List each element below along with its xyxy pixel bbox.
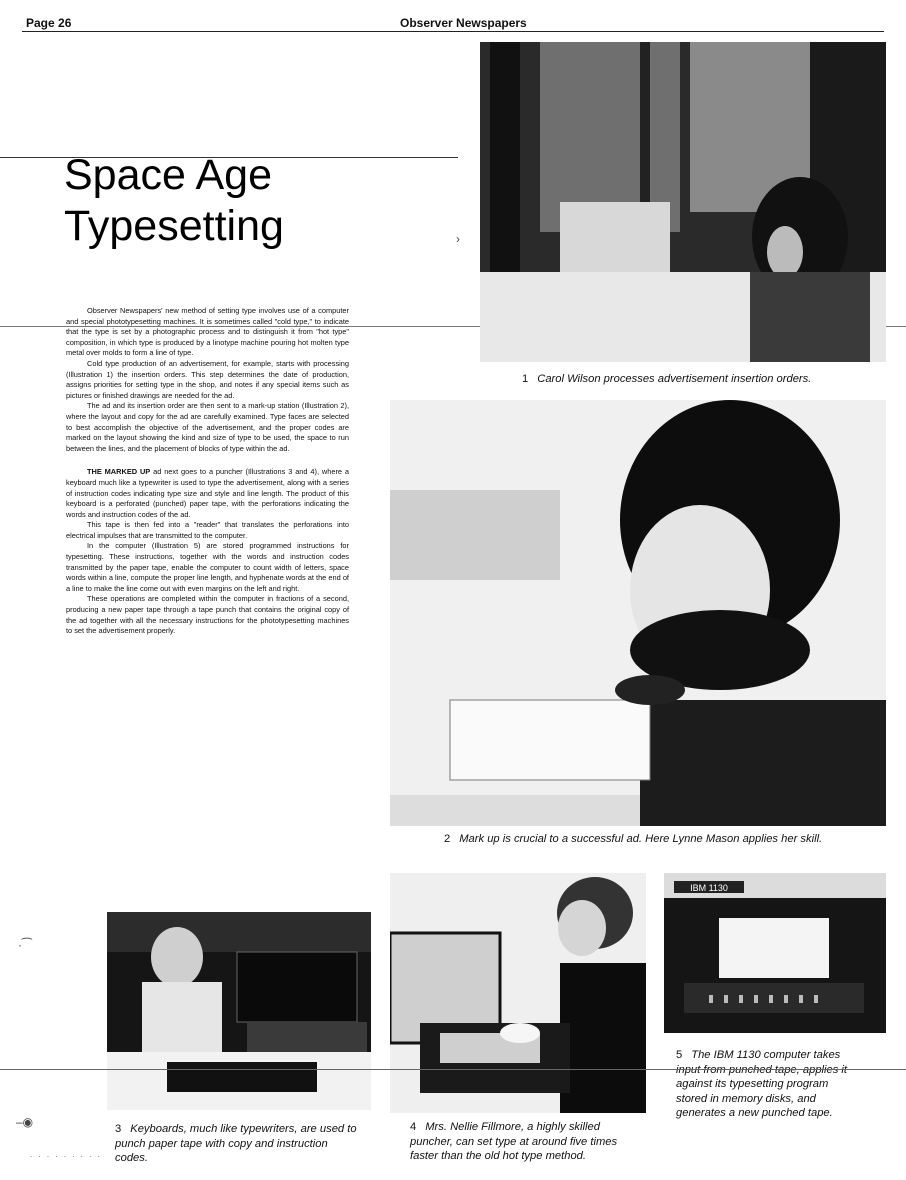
caption-text: The IBM 1130 computer takes against its typesetting program stored in memory disks, and generates a new punched tape. bbox=[676, 1049, 841, 1120]
caption-number: 1 bbox=[522, 373, 529, 385]
photo-4 bbox=[390, 873, 646, 1113]
page-title bbox=[64, 150, 424, 252]
caption-text: Mark up is crucial to a successful ad. Here Lynne Mason applies her skill. bbox=[459, 833, 823, 845]
caption-number: 3 bbox=[115, 1123, 122, 1135]
caption-2 bbox=[444, 832, 884, 847]
caption-3 bbox=[115, 1122, 357, 1166]
caption-number: 2 bbox=[444, 833, 451, 845]
body-paragraph: This tape is then fed into a "reader" that translates the perforations into electrical impulses that are transmitted to the computer. bbox=[66, 520, 349, 540]
caption-1 bbox=[522, 372, 882, 387]
caption-text: Mrs. Nellie Fillmore, a highly skilled puncher, can set type at around five times faster than the old hot type method. bbox=[410, 1121, 618, 1163]
photo-5 bbox=[664, 873, 886, 1033]
photo-2 bbox=[390, 400, 886, 826]
paste-up-rule bbox=[0, 1069, 906, 1070]
caption-text: Keyboards, much like typewriters, are used to punch paper tape with copy and instruction codes. bbox=[115, 1123, 357, 1165]
body-paragraph-subhead bbox=[66, 467, 349, 520]
photo-1 bbox=[480, 42, 886, 362]
article-body bbox=[66, 306, 349, 637]
caption-text: Carol Wilson processes advertisement insertion orders. bbox=[537, 373, 812, 385]
body-paragraph: In the computer (Illustration 5) are stored programmed instructions for typesetting. These instructions, together with the words and instruction codes transmitted by the paper tape, enable the computer to count width of letters, space words within a line, compute the proper line length, and hyphenate words at the end of a line to make the line come out with even margins on the left and right. bbox=[66, 541, 349, 593]
body-paragraph: Observer Newspapers' new method of setting type involves use of a computer and special phototypesetting machines. It is sometimes called "cold type," to indicate that the type is set by a photographic process and to distinguish it from "hot type" composition, in which type is produced by a linotype machine pouring hot molten type metal over molds to form a line of type. bbox=[66, 306, 349, 358]
speck-dots: . . . . . . . . . bbox=[30, 1150, 102, 1159]
registration-mark-icon: –◉ bbox=[16, 1115, 34, 1129]
photo5-label: IBM 1130 bbox=[690, 883, 728, 893]
body-paragraph: Cold type production of an advertisement, for example, starts with processing (Illustration 1) the insertion orders. This step determines the date of production, assigns priorities for setting type in the shop, and notes if any special items such as pictures or finished drawings are needed for the ad. bbox=[66, 358, 349, 400]
title-line-1: Space Age bbox=[64, 151, 273, 199]
body-paragraph: These operations are completed within the computer in fractions of a second, producing a new paper tape through a tape punch that contains the original copy of the ad together with all the necessary instructions for the phototypesetting machines to set the advertisement properly. bbox=[66, 594, 349, 636]
title-line-2: Typesetting bbox=[64, 202, 284, 250]
subhead-text: ad next goes to a puncher (Illustrations 3 and 4), where a keyboard much like a typewriter is used to type the advertisement, along with a series of instruction codes indicating type size and style and line length. The product of this keyboard is a perforated (punched) paper tape, with the perforations indicating the words and instruction codes of the ad. bbox=[66, 467, 349, 519]
caption-4 bbox=[410, 1120, 644, 1164]
arrow-mark-icon: › bbox=[456, 232, 460, 246]
publication-name: Observer Newspapers bbox=[400, 16, 527, 30]
caption-number: 5 bbox=[676, 1049, 683, 1061]
caption-number: 4 bbox=[410, 1121, 417, 1133]
body-paragraph: The ad and its insertion order are then sent to a mark-up station (Illustration 2), where the layout and copy for the ad are carefully examined. Type faces are selected to best accomplish the objective of the advertisement, and the proper codes are marked on the layout showing the kind and size of type to be used, the space to run between the lines, and the placement of blocks of type within the ad. bbox=[66, 401, 349, 453]
caption-5 bbox=[676, 1048, 858, 1121]
subhead-lead: THE MARKED UP bbox=[87, 467, 151, 477]
photo-3 bbox=[107, 912, 371, 1110]
registration-mark-icon: ·⁀ bbox=[18, 938, 32, 952]
header-rule bbox=[22, 31, 884, 32]
page-number: Page 26 bbox=[26, 16, 72, 30]
